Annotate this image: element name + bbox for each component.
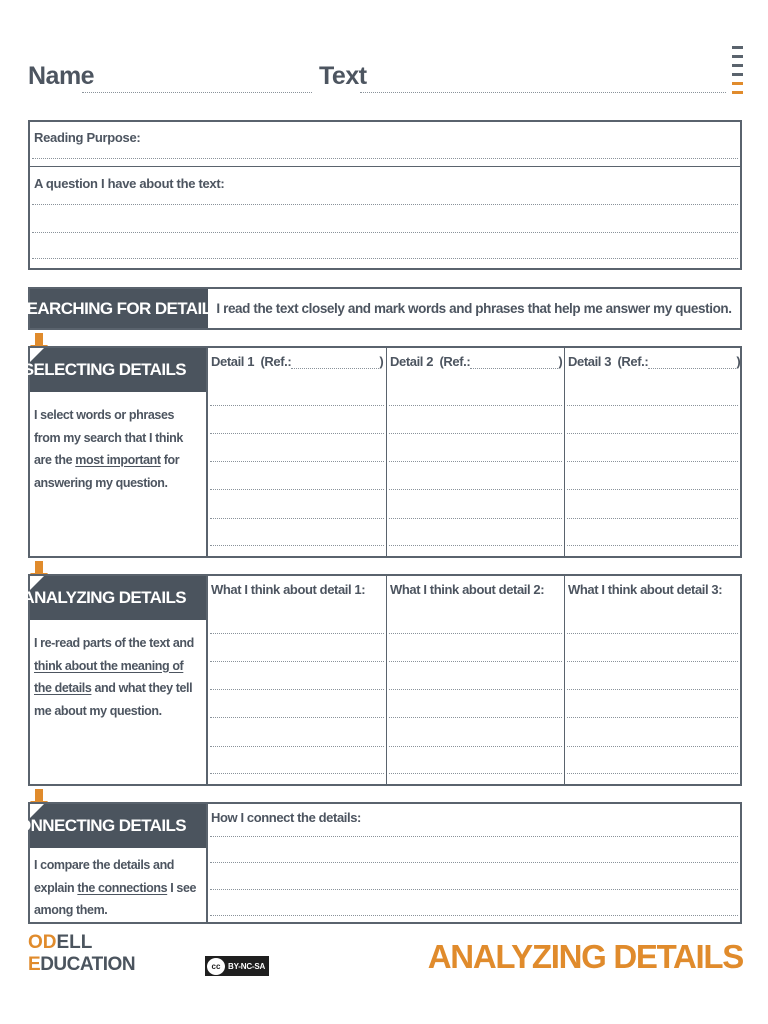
searching-description: I read the text closely and mark words and phrases that help me answer my question. [216, 301, 732, 316]
searching-row [15, 287, 742, 330]
writing-line[interactable] [389, 717, 562, 718]
analyzing-description: I re-read parts of the text and think about the meaning of the details and what they tell me about my question. [34, 636, 194, 718]
writing-line[interactable] [567, 773, 738, 774]
analyzing-title: ANALYZING DETAILS [30, 576, 206, 620]
writing-line[interactable] [389, 689, 562, 690]
writing-line[interactable] [567, 746, 738, 747]
notch [30, 576, 44, 590]
detail-1-column [208, 348, 386, 556]
writing-line[interactable] [210, 915, 738, 916]
connecting-description: I compare the details and explain the connections I see among them. [34, 858, 197, 917]
writing-line[interactable] [210, 889, 738, 890]
question-line[interactable] [32, 204, 738, 205]
analysis-1-header: What I think about detail 1: [211, 582, 366, 597]
divider [30, 166, 740, 167]
writing-line[interactable] [389, 773, 562, 774]
writing-line[interactable] [210, 518, 384, 519]
decorative-bars-icon [732, 46, 743, 100]
notch [30, 348, 44, 362]
selecting-section [22, 346, 742, 558]
question-line[interactable] [32, 232, 738, 233]
ref-field[interactable] [648, 355, 736, 369]
analysis-2-column [386, 576, 564, 784]
writing-line[interactable] [210, 717, 384, 718]
writing-line[interactable] [567, 717, 738, 718]
writing-line[interactable] [210, 661, 384, 662]
bar [732, 64, 743, 67]
writing-line[interactable] [389, 433, 562, 434]
writing-line[interactable] [389, 746, 562, 747]
license-label: BY-NC-SA [228, 961, 266, 971]
notch [30, 804, 44, 818]
writing-line[interactable] [389, 405, 562, 406]
writing-line[interactable] [567, 518, 738, 519]
writing-line[interactable] [210, 746, 384, 747]
detail-2-column [386, 348, 564, 556]
writing-line[interactable] [567, 489, 738, 490]
writing-line[interactable] [210, 689, 384, 690]
detail-2-header: Detail 2 (Ref.: ) [390, 354, 563, 369]
writing-line[interactable] [567, 689, 738, 690]
writing-line[interactable] [389, 518, 562, 519]
reading-purpose-line[interactable] [32, 158, 738, 159]
odell-education-logo: ODELL EDUCATION [28, 932, 136, 975]
text-field[interactable] [360, 92, 726, 93]
writing-line[interactable] [210, 545, 384, 546]
bar [732, 91, 743, 94]
name-label: Name [28, 62, 95, 90]
writing-line[interactable] [210, 633, 384, 634]
connecting-section [6, 802, 742, 924]
writing-line[interactable] [210, 489, 384, 490]
writing-line[interactable] [210, 461, 384, 462]
analysis-1-column [208, 576, 386, 784]
writing-line[interactable] [389, 633, 562, 634]
writing-line[interactable] [567, 405, 738, 406]
text-label: Text [319, 62, 367, 90]
analysis-2-header: What I think about detail 2: [390, 582, 545, 597]
bar [732, 82, 743, 85]
writing-line[interactable] [389, 661, 562, 662]
analyzing-section [22, 574, 742, 786]
analysis-3-header: What I think about detail 3: [568, 582, 723, 597]
analyzing-left-panel [22, 576, 208, 784]
connection-header: How I connect the details: [211, 810, 361, 825]
creative-commons-badge [205, 956, 269, 976]
writing-line[interactable] [389, 461, 562, 462]
searching-title: SEARCHING FOR DETAILS [30, 289, 208, 328]
writing-line[interactable] [389, 489, 562, 490]
connecting-title: CONNECTING DETAILS [30, 804, 206, 848]
detail-3-column [564, 348, 740, 556]
writing-line[interactable] [567, 433, 738, 434]
writing-line[interactable] [210, 405, 384, 406]
footer-title: ANALYZING DETAILS [427, 938, 743, 975]
bar [732, 46, 743, 49]
writing-line[interactable] [389, 545, 562, 546]
selecting-left-panel [22, 348, 208, 556]
question-label: A question I have about the text: [34, 176, 225, 191]
detail-3-header: Detail 3 (Ref.: ) [568, 354, 741, 369]
analysis-3-column [564, 576, 740, 784]
selecting-title: SELECTING DETAILS [30, 348, 206, 392]
bar [732, 55, 743, 58]
name-field[interactable] [82, 92, 312, 93]
writing-line[interactable] [210, 773, 384, 774]
writing-line[interactable] [210, 862, 738, 863]
writing-line[interactable] [210, 836, 738, 837]
cc-icon: cc [207, 958, 225, 975]
detail-1-header: Detail 1 (Ref.: ) [211, 354, 384, 369]
selecting-description: I select words or phrases from my search that I think are the most important for answering my question. [34, 408, 183, 490]
question-line[interactable] [32, 258, 738, 259]
connecting-left-panel [6, 804, 208, 922]
ref-field[interactable] [470, 355, 558, 369]
writing-line[interactable] [567, 661, 738, 662]
reading-purpose-label: Reading Purpose: [34, 130, 141, 145]
ref-field[interactable] [291, 355, 379, 369]
connection-column [208, 804, 740, 922]
purpose-box [28, 120, 742, 270]
writing-line[interactable] [567, 461, 738, 462]
writing-line[interactable] [567, 633, 738, 634]
bar [732, 73, 743, 76]
writing-line[interactable] [210, 433, 384, 434]
writing-line[interactable] [567, 545, 738, 546]
